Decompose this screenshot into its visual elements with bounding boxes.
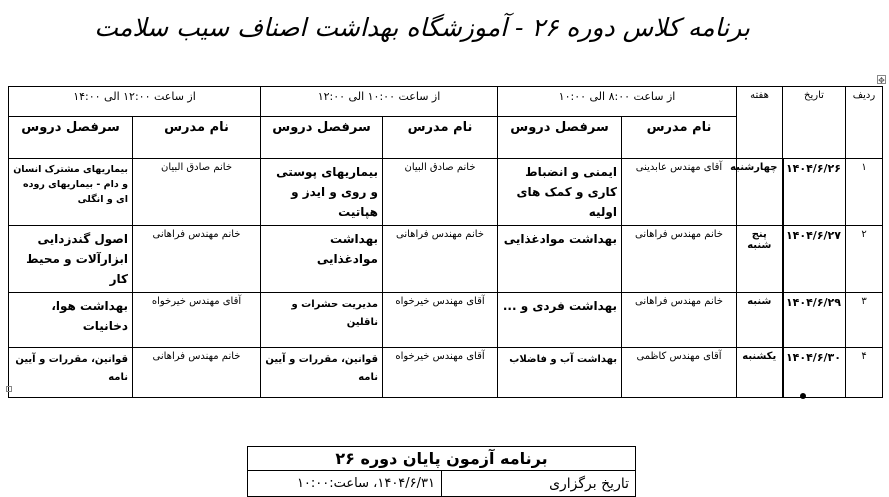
table-row [9,348,883,398]
topic-cell: بهداشت هوا، دخانیات [9,293,133,348]
topic-cell: بیماریهای پوستی و روی و ایدز و هپاتیت [261,159,383,226]
exam-title: برنامه آزمون پایان دوره ۲۶ [248,447,636,471]
row-number: ۴ [846,348,883,398]
table-row [9,159,883,226]
page-title: برنامه کلاس دوره ۲۶ - آموزشگاه بهداشت اصناف سیب سلامت [94,13,750,42]
header-week: هفته [737,87,783,159]
table-row [9,293,883,348]
exam-date-label: تاریخ برگزاری [442,471,636,497]
row-number: ۳ [846,293,883,348]
topic-cell: قوانین، مقررات و آیین نامه [261,348,383,398]
teacher-cell: خانم صادق البیان [383,159,498,226]
header-row: ردیف [846,87,883,159]
topic-cell: بهداشت موادغذایی [498,226,622,293]
row-date: ۱۴۰۴/۶/۳۰ [783,348,846,398]
topic-cell: ایمنی و انضباط کاری و کمک های اولیه [498,159,622,226]
teacher-cell: آقای مهندس کاظمی [622,348,737,398]
row-date: ۱۴۰۴/۶/۲۷ [783,226,846,293]
topic-cell: اصول گندزدایی ابزارآلات و محیط کار [9,226,133,293]
topic-cell: بهداشت فردی و ... [498,293,622,348]
header-date: تاریخ [783,87,846,159]
header-slot-2: از ساعت ۱۰:۰۰ الی ۱۲:۰۰ [261,87,498,117]
header-slot-1: از ساعت ۸:۰۰ الی ۱۰:۰۰ [498,87,737,117]
table-row [9,226,883,293]
header-slot-3: از ساعت ۱۲:۰۰ الی ۱۴:۰۰ [9,87,261,117]
header-teacher: نام مدرس [133,117,261,159]
header-teacher: نام مدرس [383,117,498,159]
teacher-cell: خانم مهندس فراهانی [622,293,737,348]
row-day: پنج شنبه [737,226,783,293]
topic-cell: بهداشت موادغذایی [261,226,383,293]
teacher-cell: خانم مهندس فراهانی [133,348,261,398]
row-day: چهارشنبه [737,159,783,226]
teacher-cell: آقای مهندس عابدینی [622,159,737,226]
teacher-cell: خانم مهندس فراهانی [622,226,737,293]
row-day: یکشنبه [737,348,783,398]
header-teacher: نام مدرس [622,117,737,159]
teacher-cell: آقای مهندس خیرخواه [383,293,498,348]
row-day: شنبه [737,293,783,348]
header-topic: سرفصل دروس [9,117,133,159]
exam-table [247,446,636,497]
topic-cell: مدیریت حشرات و ناقلین [261,293,383,348]
teacher-cell: خانم مهندس فراهانی [133,226,261,293]
move-handle-icon[interactable]: ✥ [878,76,885,85]
teacher-cell: خانم مهندس فراهانی [383,226,498,293]
header-topic: سرفصل دروس [261,117,383,159]
topic-cell: قوانین، مقررات و آیین نامه [9,348,133,398]
exam-date-value: ۱۴۰۴/۶/۳۱، ساعت:۱۰:۰۰ [248,471,442,497]
schedule-table [8,86,883,398]
bullet-point [800,393,806,399]
row-date: ۱۴۰۴/۶/۲۶ [783,159,846,226]
header-topic: سرفصل دروس [498,117,622,159]
topic-cell: بهداشت آب و فاضلاب [498,348,622,398]
table-resize-handle[interactable] [6,386,12,392]
row-date: ۱۴۰۴/۶/۲۹ [783,293,846,348]
teacher-cell: آقای مهندس خیرخواه [383,348,498,398]
teacher-cell: آقای مهندس خیرخواه [133,293,261,348]
topic-cell: بیماریهای مشترک انسان و دام - بیماریهای روده ای و انگلی [9,159,133,226]
teacher-cell: خانم صادق البیان [133,159,261,226]
row-number: ۱ [846,159,883,226]
row-number: ۲ [846,226,883,293]
